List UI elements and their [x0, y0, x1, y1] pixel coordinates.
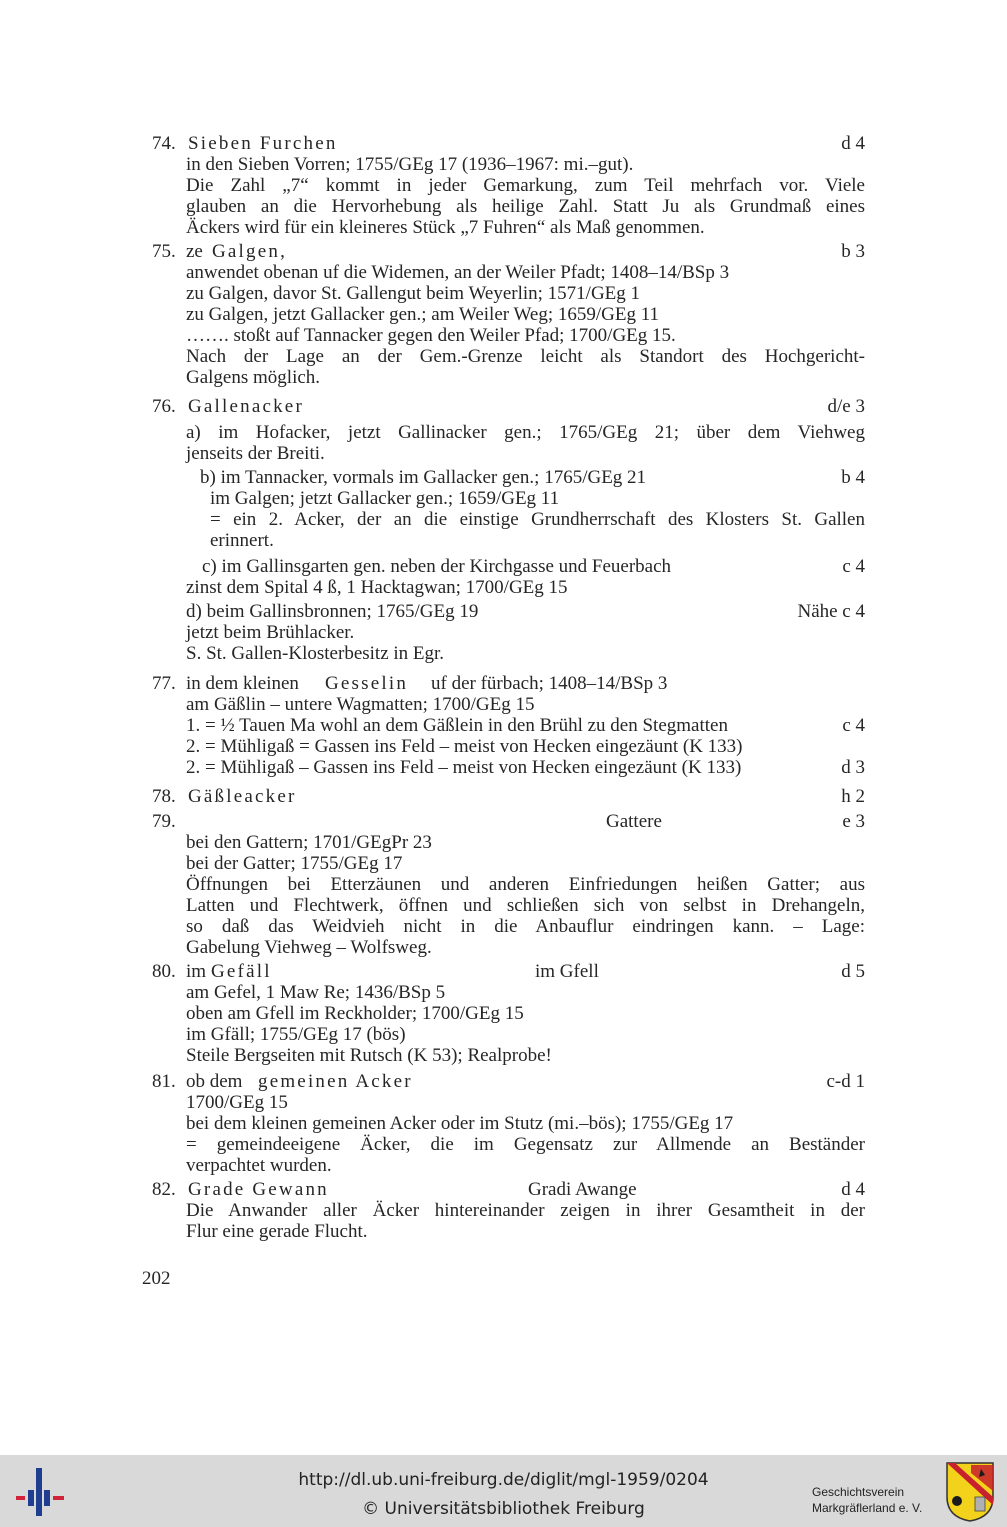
text-line: Äckers wird für ein kleineres Stück „7 Fuhren“ als Maß genommen. — [186, 217, 705, 238]
text-line: c) im Gallinsgarten gen. neben der Kirchgasse und Feuerbach — [202, 556, 672, 577]
entry-title: Gallenacker — [188, 396, 304, 417]
text-line: Steile Bergseiten mit Rutsch (K 53); Realprobe! — [186, 1045, 552, 1066]
entry-title: Sieben Furchen — [188, 133, 338, 154]
entry-prefix: in dem kleinen — [186, 673, 299, 694]
entry-prefix: ob dem — [186, 1071, 243, 1092]
grid-reference: c-d 1 — [826, 1071, 865, 1092]
text-line: 2. = Mühligaß = Gassen ins Feld – meist von Hecken eingezäunt (K 133) — [186, 736, 743, 757]
text-line: am Gäßlin – untere Wagmatten; 1700/GEg 15 — [186, 694, 535, 715]
entry-number: 75. — [152, 241, 176, 262]
text-line: ……. stoßt auf Tannacker gegen den Weiler Pfad; 1700/GEg 15. — [186, 325, 676, 346]
text-line: Die Anwander aller Äcker hintereinander zeigen in ihrer Gesamtheit in der — [186, 1200, 865, 1221]
footer-bar — [0, 1455, 1007, 1527]
entry-number: 78. — [152, 786, 176, 807]
text-line: uf der fürbach; 1408–14/BSp 3 — [431, 673, 668, 694]
entry-prefix: im — [186, 961, 207, 982]
variant-name: Gattere — [606, 811, 662, 832]
text-line: in den Sieben Vorren; 1755/GEg 17 (1936–1967: mi.–gut). — [186, 154, 634, 175]
grid-reference: e 3 — [842, 811, 865, 832]
text-line: S. St. Gallen-Klosterbesitz in Egr. — [186, 643, 445, 664]
entry-number: 79. — [152, 811, 176, 832]
text-line: d) beim Gallinsbronnen; 1765/GEg 19 — [186, 601, 479, 622]
text-line: a) im Hofacker, jetzt Gallinacker gen.; 1765/GEg 21; über dem Viehweg — [186, 422, 865, 443]
text-line: jetzt beim Brühlacker. — [186, 622, 355, 643]
entry-number: 81. — [152, 1071, 176, 1092]
text-line: Nach der Lage an der Gem.-Grenze leicht als Standort des Hochgericht- — [186, 346, 865, 367]
text-line: zinst dem Spital 4 ß, 1 Hacktagwan; 1700/GEg 15 — [186, 577, 568, 598]
entry-title: Galgen, — [212, 241, 288, 262]
grid-reference: h 2 — [841, 786, 865, 807]
text-line: b) im Tannacker, vormals im Gallacker gen.; 1765/GEg 21 — [200, 467, 647, 488]
entry-number: 80. — [152, 961, 176, 982]
page-number: 202 — [142, 1268, 171, 1289]
entry-title: Gäßleacker — [188, 786, 297, 807]
society-name-line2: Markgräflerland e. V. — [812, 1501, 923, 1515]
entry-number: 76. — [152, 396, 176, 417]
entry-title: gemeinen Acker — [258, 1071, 413, 1092]
entry-title: Gesselin — [325, 673, 409, 694]
entry-title: Gefäll — [211, 961, 272, 982]
text-line: zu Galgen, jetzt Gallacker gen.; am Weiler Weg; 1659/GEg 11 — [186, 304, 660, 325]
entry-prefix: ze — [186, 241, 203, 262]
text-line: bei den Gattern; 1701/GEgPr 23 — [186, 832, 432, 853]
text-line: Galgens möglich. — [186, 367, 321, 388]
text-line: anwendet obenan uf die Widemen, an der Weiler Pfadt; 1408–14/BSp 3 — [186, 262, 730, 283]
copyright-notice: © Universitätsbibliothek Freiburg — [362, 1499, 645, 1519]
text-line: am Gefel, 1 Maw Re; 1436/BSp 5 — [186, 982, 446, 1003]
grid-reference: d 4 — [841, 1179, 865, 1200]
text-line: 2. = Mühligaß – Gassen ins Feld – meist von Hecken eingezäunt (K 133) — [186, 757, 742, 778]
society-name-line1: Geschichtsverein — [812, 1485, 905, 1499]
text-line: im Gfäll; 1755/GEg 17 (bös) — [186, 1024, 406, 1045]
grid-reference: Nähe c 4 — [797, 601, 865, 622]
grid-reference: b 3 — [841, 241, 865, 262]
text-line: verpachtet wurden. — [186, 1155, 332, 1176]
text-line: jenseits der Breiti. — [186, 443, 325, 464]
text-line: Gabelung Viehweg – Wolfsweg. — [186, 937, 432, 958]
entry-title: Grade Gewann — [188, 1179, 329, 1200]
grid-reference: d/e 3 — [827, 396, 865, 417]
text-line: = gemeindeeigene Äcker, die im Gegensatz zur Allmende an Beständer — [186, 1134, 865, 1155]
grid-reference: d 3 — [841, 757, 865, 778]
text-line: zu Galgen, davor St. Gallengut beim Weyerlin; 1571/GEg 1 — [186, 283, 641, 304]
grid-reference: c 4 — [842, 556, 865, 577]
text-line: glauben an die Hervorhebung als heilige Zahl. Statt Ju als Grundmaß eines — [186, 196, 865, 217]
grid-reference: d 4 — [841, 133, 865, 154]
grid-reference: d 5 — [841, 961, 865, 982]
text-line: oben am Gfell im Reckholder; 1700/GEg 15 — [186, 1003, 524, 1024]
text-line: 1700/GEg 15 — [186, 1092, 288, 1113]
variant-name: Gradi Awange — [528, 1179, 637, 1200]
grid-reference: b 4 — [841, 467, 865, 488]
text-line: 1. = ½ Tauen Ma wohl an dem Gäßlein in den Brühl zu den Stegmatten — [186, 715, 728, 736]
text-line: so daß das Weidvieh nicht in die Anbauflur eindringen kann. – Lage: — [186, 916, 865, 937]
text-line: bei der Gatter; 1755/GEg 17 — [186, 853, 403, 874]
document-url-link[interactable]: http://dl.ub.uni-freiburg.de/diglit/mgl-1959/0204 — [298, 1470, 709, 1490]
entry-number: 77. — [152, 673, 176, 694]
text-line: Die Zahl „7“ kommt in jeder Gemarkung, zum Teil mehrfach vor. Viele — [186, 175, 865, 196]
text-line: Flur eine gerade Flucht. — [186, 1221, 368, 1242]
text-line: Öffnungen bei Etterzäunen und anderen Einfriedungen heißen Gatter; aus — [186, 874, 865, 895]
entry-number: 82. — [152, 1179, 176, 1200]
text-line: = ein 2. Acker, der an die einstige Grundherrschaft des Klosters St. Gallen — [210, 509, 865, 530]
text-line: bei dem kleinen gemeinen Acker oder im Stutz (mi.–bös); 1755/GEg 17 — [186, 1113, 734, 1134]
text-line: erinnert. — [210, 530, 274, 551]
text-line: Latten und Flechtwerk, öffnen und schließen sich von selbst in Drehangeln, — [186, 895, 865, 916]
text-line: im Galgen; jetzt Gallacker gen.; 1659/GEg 11 — [210, 488, 560, 509]
coat-of-arms-icon — [945, 1461, 995, 1523]
variant-name: im Gfell — [535, 961, 599, 982]
grid-reference: c 4 — [842, 715, 865, 736]
entry-number: 74. — [152, 133, 176, 154]
